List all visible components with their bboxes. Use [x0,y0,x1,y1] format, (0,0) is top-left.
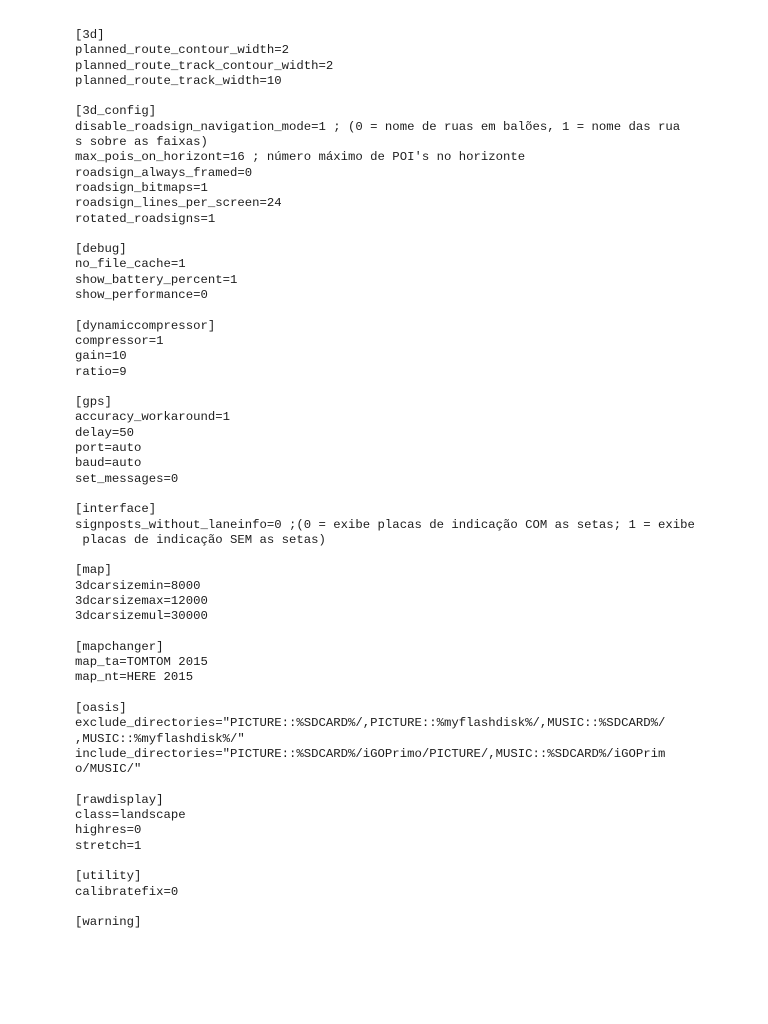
config-line: roadsign_lines_per_screen=24 [75,196,282,211]
config-line: exclude_directories="PICTURE::%SDCARD%/,PICTURE::%myflashdisk%/,MUSIC::%SDCARD%/ [75,716,666,731]
config-line: placas de indicação SEM as setas) [75,532,326,547]
config-line: disable_roadsign_navigation_mode=1 ; (0 = nome de ruas em balões, 1 = nome das rua [75,119,681,134]
config-line: set_messages=0 [75,471,179,486]
section-header: [mapchanger] [75,639,164,654]
config-line: signposts_without_laneinfo=0 ;(0 = exibe placas de indicação COM as setas; 1 = exibe [75,517,695,532]
config-section [75,104,745,226]
config-line: baud=auto [75,456,142,471]
section-header: [gps] [75,395,112,410]
section-header: [oasis] [75,701,127,716]
config-line: highres=0 [75,823,142,838]
config-line: s sobre as faixas) [75,135,208,150]
section-header: [3d_config] [75,104,157,119]
config-section [75,793,745,854]
config-line: calibratefix=0 [75,884,179,899]
config-line: 3dcarsizemul=30000 [75,609,208,624]
config-line: show_performance=0 [75,288,208,303]
config-line: planned_route_track_width=10 [75,73,282,88]
config-section [75,701,745,777]
config-line: accuracy_workaround=1 [75,410,230,425]
config-section [75,502,745,548]
config-section [75,319,745,380]
config-line: compressor=1 [75,333,164,348]
config-section [75,640,745,686]
section-header: [interface] [75,502,157,517]
section-header: [rawdisplay] [75,792,164,807]
config-line: 3dcarsizemax=12000 [75,593,208,608]
config-line: stretch=1 [75,838,142,853]
config-line: ratio=9 [75,364,127,379]
config-line: port=auto [75,441,142,456]
config-section [75,869,745,900]
config-section [75,395,745,487]
section-header: [debug] [75,242,127,257]
section-header: [map] [75,563,112,578]
config-line: rotated_roadsigns=1 [75,211,216,226]
config-line: delay=50 [75,425,135,440]
config-line: max_pois_on_horizont=16 ; número máximo de POI's no horizonte [75,150,526,165]
config-line: roadsign_always_framed=0 [75,165,253,180]
config-line: o/MUSIC/" [75,762,142,777]
config-line: class=landscape [75,808,186,823]
config-line: 3dcarsizemin=8000 [75,578,201,593]
section-header: [dynamiccompressor] [75,318,216,333]
section-header: [warning] [75,915,142,930]
config-line: gain=10 [75,349,127,364]
config-section [75,563,745,624]
config-line: planned_route_contour_width=2 [75,43,290,58]
config-line: map_ta=TOMTOM 2015 [75,655,208,670]
config-section [75,28,745,89]
config-line: ,MUSIC::%myflashdisk%/" [75,731,245,746]
config-line: show_battery_percent=1 [75,272,238,287]
config-section [75,915,745,930]
section-header: [utility] [75,869,142,884]
config-line: roadsign_bitmaps=1 [75,180,208,195]
section-header: [3d] [75,28,105,42]
config-line: planned_route_track_contour_width=2 [75,58,334,73]
config-document [75,28,745,946]
config-line: include_directories="PICTURE::%SDCARD%/iGOPrimo/PICTURE/,MUSIC::%SDCARD%/iGOPrim [75,746,666,761]
config-line: no_file_cache=1 [75,257,186,272]
config-section [75,242,745,303]
config-line: map_nt=HERE 2015 [75,670,194,685]
